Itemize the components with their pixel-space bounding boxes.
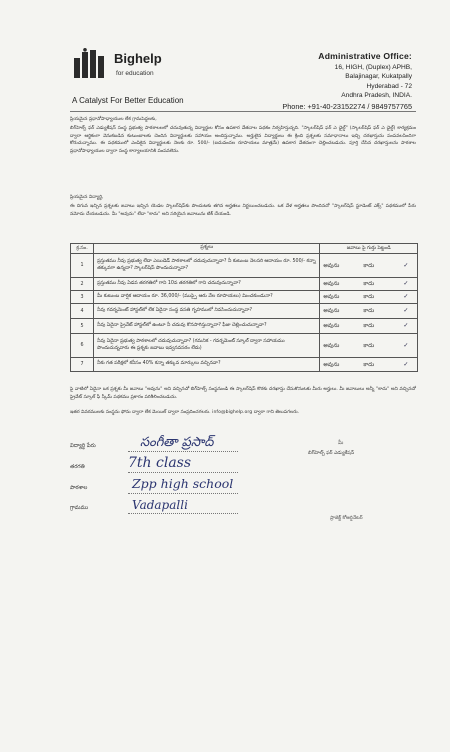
tick-mark: ✓ bbox=[403, 341, 409, 349]
tick-mark: ✓ bbox=[403, 261, 409, 269]
row-number: 6 bbox=[71, 334, 94, 358]
tick-mark: ✓ bbox=[403, 360, 409, 368]
no-option[interactable]: కాదు bbox=[363, 281, 375, 287]
yes-option[interactable]: అవును bbox=[323, 323, 340, 329]
address-line: Andhra Pradesh, INDIA. bbox=[341, 91, 412, 99]
row-number: 4 bbox=[71, 304, 94, 319]
yes-option[interactable]: అవును bbox=[323, 281, 340, 287]
row-number: 5 bbox=[71, 319, 94, 334]
table-row bbox=[71, 334, 418, 358]
intro-paragraph: బిగ్‌హెల్ప్ ఫర్ ఎడ్యుకేషన్ సంస్థ ప్రభుత్వ పాఠశాలలలో చదువుతున్న విద్యార్థుల కోసం ఉపకార వేతనాల పథకం నిర్వహిస్తున్నది. "స్కాలర్‌షిప్ ఫర్ ఎ ఛైల్డ్" (స్కాలర్‌షిప్ ఫర్ ఎ ఛైల్డ్) కార్యక్రమం ద్వారా ఆర్థికంగా వెనుకబడిన కుటుంబాలకు చెందిన విద్యార్థులకు సహాయం అందిస్తున్నాము. అర్హులైన విద్యార్థులు ఈ క్రింది ప్రశ్నలకు సమాధానాలు ఇచ్చి దరఖాస్తును పంపవలసిందిగా కోరుచున్నాము. ఈ పథకములో ఎంపికైన విద్యార్థులకు నెలకు రూ. 500/- (ఐదువందల రూపాయలు మాత్రమే) ఉపకార వేతనంగా చెల్లించబడును. పూర్తి చేసిన దరఖాస్తులను పాఠశాల ప్రధానోపాధ్యాయుల ద్వారా సంస్థ కార్యాలయానికి పంపవలెను. bbox=[70, 126, 416, 154]
no-option[interactable]: కాదు bbox=[363, 294, 375, 300]
table-header-row bbox=[71, 244, 418, 254]
row-number: 3 bbox=[71, 291, 94, 304]
col-header-answer: జవాబు పై గుర్తు పెట్టండి bbox=[320, 244, 418, 254]
tick-mark: ✓ bbox=[403, 322, 409, 329]
table-row bbox=[71, 304, 418, 319]
answer-cell[interactable] bbox=[320, 304, 418, 319]
no-option[interactable]: కాదు bbox=[363, 342, 375, 349]
answer-cell[interactable] bbox=[320, 319, 418, 334]
yes-option[interactable]: అవును bbox=[323, 262, 340, 269]
row-question: నీకు గత పరీక్షలో కనీసం 40% కన్నా తక్కువ మార్కులు వచ్చినవా? bbox=[94, 358, 320, 372]
row-question: ప్రస్తుతము నీవు ఏడవ తరగతిలో గాని 10వ తరగతిలో గాని చదువుచున్నావా? bbox=[94, 278, 320, 291]
signature-organization: బిగ్‌హెల్ప్ ఫర్ ఎడ్యుకేషన్ bbox=[308, 451, 355, 456]
col-header-number: క్ర.సం. bbox=[71, 244, 94, 254]
table-row bbox=[71, 254, 418, 278]
address-line: 16, HIGH, (Duplex) APHB, bbox=[334, 64, 412, 72]
signature-salutation: మీ bbox=[338, 440, 344, 446]
address-line: Balajinagar, Kukatpally bbox=[345, 73, 412, 81]
office-address-block bbox=[282, 52, 412, 111]
student-name-label: విద్యార్థి పేరు bbox=[70, 443, 96, 449]
eligibility-table bbox=[70, 243, 418, 372]
student-name-value: సంగీతా ప్రసాద్ bbox=[140, 435, 214, 450]
tagline: A Catalyst For Better Education bbox=[72, 96, 184, 105]
answer-cell[interactable] bbox=[320, 358, 418, 372]
row-number: 7 bbox=[71, 358, 94, 372]
tick-mark: ✓ bbox=[403, 280, 409, 287]
school-value: Zpp high school bbox=[132, 476, 234, 491]
office-title: Administrative Office: bbox=[318, 51, 412, 61]
bighelp-logo-icon bbox=[72, 48, 108, 82]
eligibility-note-paragraph: పై వాటిలో ఏదైనా ఒక ప్రశ్నకు మీ జవాబు "అవును" అని వచ్చినచో బిగ్‌హెల్ప్ సంస్థనుండి ఈ స్కాలర్‌షిప్ కొరకు దరఖాస్తు చేసుకొనుటకు మీరు అర్హులు. మీ జవాబులు అన్నీ "కాదు" అని వచ్చినచో ప్రైవేట్ స్కూల్ ఫీ స్కీమ్ పథకము ప్రకారం పరిశీలించబడును. bbox=[70, 387, 416, 400]
answer-cell[interactable] bbox=[320, 291, 418, 304]
school-label: పాఠశాల bbox=[70, 485, 88, 491]
row-question: ప్రస్తుతము నీవు ప్రభుత్వ లేదా ఎయిడెడ్ పాఠశాలలో చదువుచున్నావా? నీ కుటుంబ నెలసరి ఆదాయం రూ. 500/- కన్నా తక్కువగా ఉన్నదా? స్కాలర్‌షిప్ పొందుచున్నావా? bbox=[94, 254, 320, 278]
yes-option[interactable]: అవును bbox=[323, 361, 340, 368]
col-header-question: ప్రశ్నలు bbox=[94, 244, 320, 254]
table-row bbox=[71, 358, 418, 372]
class-value: 7th class bbox=[128, 455, 192, 471]
greeting-headmaster: ప్రియమైన ప్రధానోపాధ్యాయుల లేక గ్రామపెద్దలకు, bbox=[70, 117, 157, 122]
table-row bbox=[71, 291, 418, 304]
row-question: నీవు ఏదైనా ప్రభుత్వ పాఠశాలలో చదువుచున్నావా? (గమనిక - గవర్నమెంట్ స్కూల్ ద్వారా సహాయము పొందుచున్నవారు ఈ ప్రశ్నకు జవాబు ఇవ్వనవసరం లేదు) bbox=[94, 334, 320, 358]
instructions-paragraph: ఈ దిగువ ఇచ్చిన ప్రశ్నలకు జవాబు ఇచ్చిన యెడల స్కాలర్‌షిప్‌కు పొందుటకు తగిన అర్హతలు నిర్ణయించబడును. ఒక వేళ అర్హతలు పొందినచో "స్కాలర్‌షిప్ స్టూడెంట్ ఎక్స్" పథకములో పేరు నమోదు చేయబడును. మీ "అవును" లేదా "కాదు" అని సరియైన జవాబును టిక్ చేయండి. bbox=[70, 204, 416, 217]
village-value: Vadapalli bbox=[132, 498, 188, 512]
row-number: 1 bbox=[71, 254, 94, 278]
row-number: 2 bbox=[71, 278, 94, 291]
office-phone: Phone: +91-40-23152274 / 9849757765 bbox=[282, 102, 412, 112]
answer-cell[interactable] bbox=[320, 254, 418, 278]
no-option[interactable]: కాదు bbox=[363, 323, 375, 329]
yes-option[interactable]: అవును bbox=[323, 308, 340, 314]
yes-option[interactable]: అవును bbox=[323, 294, 340, 300]
row-question: నీవు గవర్నమెంట్ హాస్టల్‌లో లేక ఏదైనా సంస్థ వసతి గృహములో నివసించుచున్నావా? bbox=[94, 304, 320, 319]
brand-name: Bighelp bbox=[114, 51, 162, 66]
contact-paragraph: ఇతర వివరములకు సంస్థను ఫోను ద్వారా లేక మెయిల్ ద్వారా సంప్రదించగలరు. info@bighelp.org ద్వారా గాని తెలుపగలరు. bbox=[70, 410, 300, 415]
answer-cell[interactable] bbox=[320, 278, 418, 291]
table-row bbox=[71, 278, 418, 291]
school-line[interactable] bbox=[128, 493, 238, 494]
brand-subtitle: for education bbox=[116, 70, 154, 77]
no-option[interactable]: కాదు bbox=[363, 308, 375, 314]
no-option[interactable]: కాదు bbox=[363, 262, 375, 269]
class-label: తరగతి bbox=[70, 464, 85, 470]
greeting-student: ప్రియమైన విద్యార్థి, bbox=[70, 195, 104, 200]
header-divider bbox=[70, 111, 416, 112]
signature-designation: ప్రాజెక్ట్ కోఆర్డినేటర్ bbox=[330, 516, 363, 521]
tick-mark: ✓ bbox=[403, 293, 409, 300]
yes-option[interactable]: అవును bbox=[323, 342, 340, 349]
village-label: గ్రామము bbox=[70, 505, 89, 511]
row-question: మీ కుటుంబ వార్షిక ఆదాయం రూ. 36,000/- (ముప్పై ఆరు వేల రూపాయలు) మించకుండునా? bbox=[94, 291, 320, 304]
row-question: నీవు ఏదైనా ప్రైవేట్ హాస్టల్‌లో ఉంటూ నీ చదువు కొనసాగిస్తున్నావా? ఫీజు చెల్లించుచున్నావా? bbox=[94, 319, 320, 334]
class-line[interactable] bbox=[128, 472, 238, 473]
answer-cell[interactable] bbox=[320, 334, 418, 358]
village-line[interactable] bbox=[128, 513, 238, 514]
table-row bbox=[71, 319, 418, 334]
address-line: Hyderabad - 72 bbox=[366, 82, 412, 90]
tick-mark: ✓ bbox=[403, 307, 409, 314]
no-option[interactable]: కాదు bbox=[363, 361, 375, 368]
